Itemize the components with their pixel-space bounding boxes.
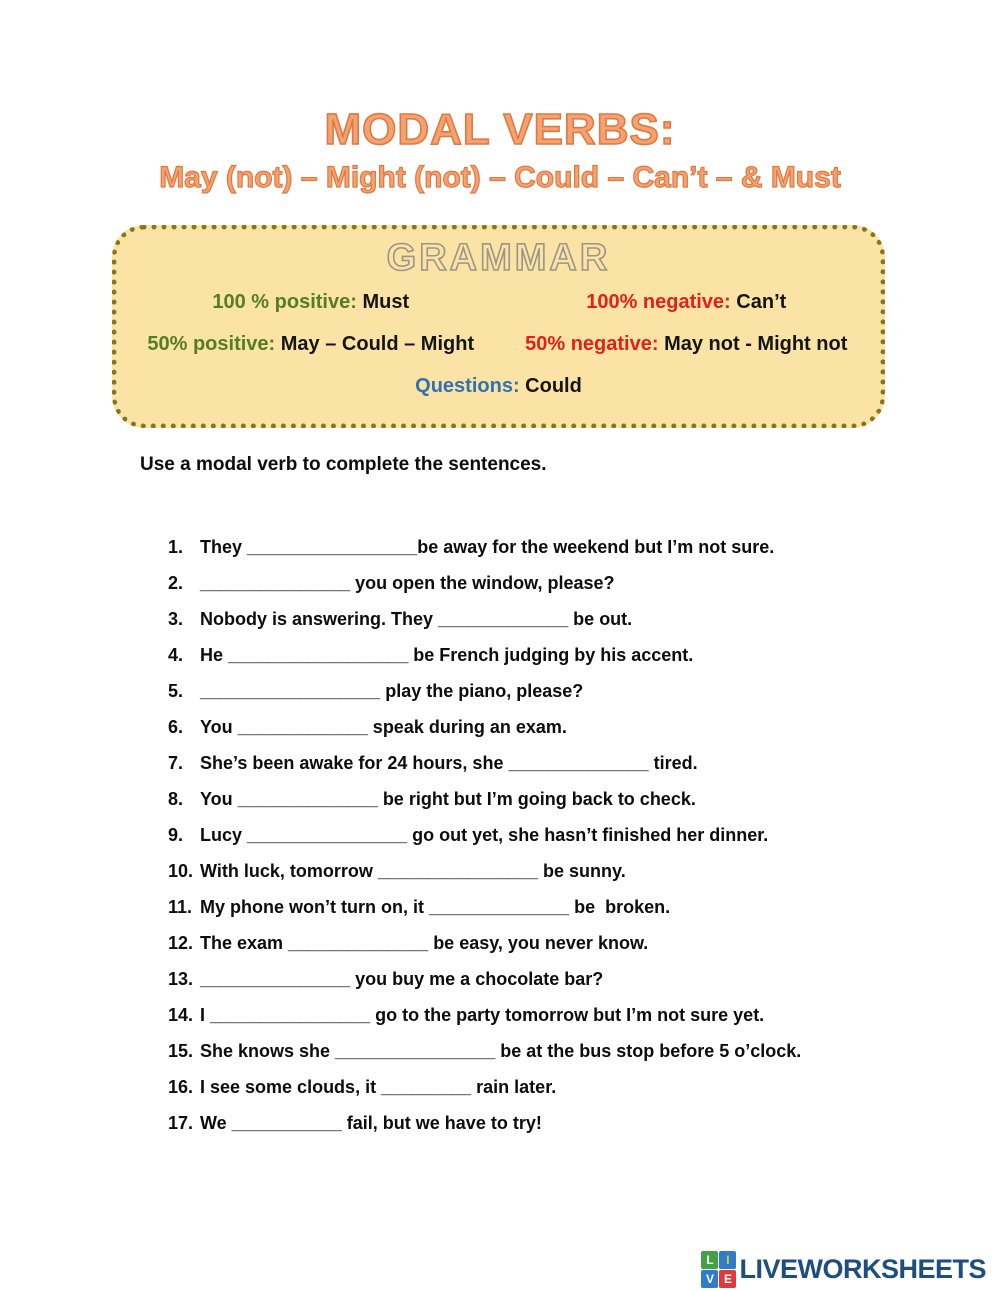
grammar-box xyxy=(112,225,885,428)
item-number: 9. xyxy=(168,825,184,846)
sentence-text: The exam ______________ be easy, you never know. xyxy=(200,933,649,954)
sentence-text: They _________________be away for the weekend but I’m not sure. xyxy=(200,537,775,558)
sentence-item-9 xyxy=(168,824,928,846)
item-number: 3. xyxy=(168,609,184,630)
grammar-heading: GRAMMAR xyxy=(386,237,611,280)
rule-value: Can’t xyxy=(736,291,787,314)
page-subtitle: May (not) – Might (not) – Could – Can’t – & Must xyxy=(159,161,841,195)
rule-label: 100 % positive: xyxy=(212,291,357,314)
item-number: 13. xyxy=(168,969,194,990)
item-number: 4. xyxy=(168,645,184,666)
sentence-item-7 xyxy=(168,752,928,774)
liveworksheets-logo-icon xyxy=(701,1251,736,1288)
logo-tile-v: V xyxy=(701,1270,718,1288)
sentence-item-14 xyxy=(168,1004,928,1026)
sentence-text: I ________________ go to the party tomorrow but I’m not sure yet. xyxy=(200,1005,765,1026)
sentence-item-15 xyxy=(168,1040,928,1062)
sentence-text: You _____________ speak during an exam. xyxy=(200,717,567,738)
item-number: 8. xyxy=(168,789,184,810)
sentence-item-13 xyxy=(168,968,928,990)
rule-label: 100% negative: xyxy=(586,291,731,314)
sentence-item-2 xyxy=(168,572,928,594)
sentence-text: _______________ you buy me a chocolate bar? xyxy=(200,969,604,990)
rule-50-negative xyxy=(525,332,847,356)
sentence-item-5 xyxy=(168,680,928,702)
sentence-item-6 xyxy=(168,716,928,738)
rule-50-positive xyxy=(147,332,474,356)
sentence-text: She knows she ________________ be at the bus stop before 5 o’clock. xyxy=(200,1041,802,1062)
sentence-text: I see some clouds, it _________ rain later. xyxy=(200,1077,557,1098)
sentence-item-16 xyxy=(168,1076,928,1098)
item-number: 5. xyxy=(168,681,184,702)
rule-value: Must xyxy=(362,291,410,314)
item-number: 1. xyxy=(168,537,184,558)
logo-tile-i: I xyxy=(719,1251,736,1269)
sentence-item-17 xyxy=(168,1112,928,1134)
grammar-rules xyxy=(123,290,874,398)
sentence-item-8 xyxy=(168,788,928,810)
sentence-text: You ______________ be right but I’m going back to check. xyxy=(200,789,696,810)
rule-100-positive xyxy=(212,290,409,314)
rule-100-negative xyxy=(586,290,786,314)
sentence-text: Nobody is answering. They _____________ be out. xyxy=(200,609,633,630)
logo-tile-e: E xyxy=(719,1270,736,1288)
liveworksheets-wordmark: LIVEWORKSHEETS xyxy=(739,1254,986,1284)
sentence-item-12 xyxy=(168,932,928,954)
item-number: 16. xyxy=(168,1077,194,1098)
sentence-text: We ___________ fail, but we have to try! xyxy=(200,1113,542,1134)
rule-label: Questions: xyxy=(415,375,520,398)
rule-questions xyxy=(415,374,582,398)
sentence-item-11 xyxy=(168,896,928,918)
exercise-instruction: Use a modal verb to complete the sentences. xyxy=(140,454,547,476)
rule-value: Could xyxy=(525,375,582,398)
sentence-text: She’s been awake for 24 hours, she ______________ tired. xyxy=(200,753,698,774)
rule-value: May – Could – Might xyxy=(280,333,475,356)
rule-label: 50% positive: xyxy=(147,333,276,356)
sentence-item-4 xyxy=(168,644,928,666)
page-title: MODAL VERBS: xyxy=(324,105,676,154)
rule-value: May not - Might not xyxy=(664,333,848,356)
rule-label: 50% negative: xyxy=(525,333,659,356)
item-number: 7. xyxy=(168,753,184,774)
sentence-text: He __________________ be French judging by his accent. xyxy=(200,645,694,666)
logo-tile-l: L xyxy=(701,1251,718,1269)
item-number: 14. xyxy=(168,1005,194,1026)
item-number: 17. xyxy=(168,1113,194,1134)
sentence-item-1 xyxy=(168,536,928,558)
item-number: 6. xyxy=(168,717,184,738)
exercise-list xyxy=(168,536,928,1134)
sentence-text: Lucy ________________ go out yet, she hasn’t finished her dinner. xyxy=(200,825,769,846)
item-number: 2. xyxy=(168,573,184,594)
liveworksheets-logo[interactable] xyxy=(701,1251,986,1288)
item-number: 11. xyxy=(168,897,193,918)
item-number: 15. xyxy=(168,1041,194,1062)
sentence-text: _______________ you open the window, please? xyxy=(200,573,615,594)
item-number: 10. xyxy=(168,861,194,882)
sentence-item-10 xyxy=(168,860,928,882)
item-number: 12. xyxy=(168,933,194,954)
sentence-item-3 xyxy=(168,608,928,630)
sentence-text: __________________ play the piano, please? xyxy=(200,681,584,702)
sentence-text: My phone won’t turn on, it ______________ be broken. xyxy=(200,897,671,918)
sentence-text: With luck, tomorrow ________________ be sunny. xyxy=(200,861,626,882)
